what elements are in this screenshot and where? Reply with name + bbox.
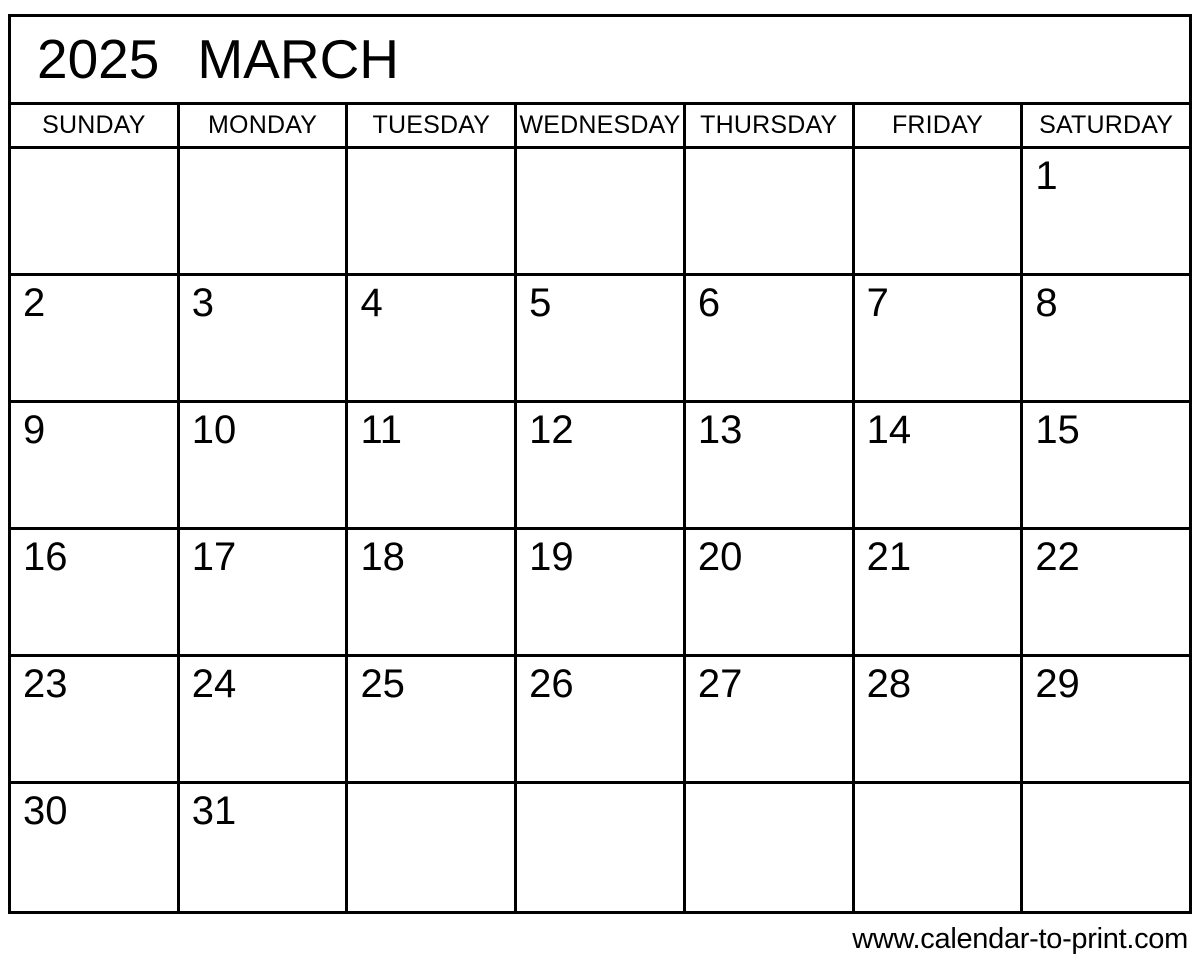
day-cell[interactable] — [517, 657, 686, 781]
day-cell[interactable] — [1023, 403, 1189, 527]
day-cell[interactable] — [855, 149, 1024, 273]
day-number: 3 — [191, 281, 214, 325]
day-cell[interactable] — [855, 657, 1024, 781]
day-cell[interactable] — [855, 784, 1024, 911]
day-cell[interactable] — [11, 403, 180, 527]
weekday-header-row — [11, 105, 1189, 149]
day-cell[interactable] — [1023, 149, 1189, 273]
day-cell[interactable] — [180, 657, 349, 781]
day-number: 13 — [697, 408, 743, 452]
day-cell[interactable] — [686, 657, 855, 781]
day-cell[interactable] — [11, 276, 180, 400]
day-number: 15 — [1035, 408, 1080, 452]
day-cell[interactable] — [686, 784, 855, 911]
day-number: 22 — [1035, 535, 1080, 579]
day-cell[interactable] — [11, 530, 180, 654]
day-cell[interactable] — [686, 530, 855, 654]
weekday-header-sunday: SUNDAY — [11, 105, 180, 146]
day-number: 14 — [866, 408, 912, 452]
week-row — [11, 276, 1189, 403]
weekday-header-thursday: THURSDAY — [686, 105, 855, 146]
day-number: 17 — [191, 535, 237, 579]
day-cell[interactable] — [686, 403, 855, 527]
day-cell[interactable] — [348, 149, 517, 273]
day-number: 29 — [1035, 662, 1080, 706]
day-cell[interactable] — [348, 276, 517, 400]
weekday-header-friday: FRIDAY — [855, 105, 1024, 146]
day-number: 21 — [866, 535, 912, 579]
week-row — [11, 530, 1189, 657]
weekday-header-wednesday: WEDNESDAY — [517, 105, 686, 146]
day-number: 9 — [23, 408, 46, 452]
calendar-table — [8, 14, 1192, 914]
day-cell[interactable] — [348, 530, 517, 654]
day-cell[interactable] — [517, 276, 686, 400]
day-cell[interactable] — [517, 149, 686, 273]
day-number: 28 — [866, 662, 912, 706]
source-watermark: www.calendar-to-print.com — [852, 923, 1188, 955]
day-number: 31 — [191, 789, 237, 833]
day-cell[interactable] — [855, 530, 1024, 654]
day-cell[interactable] — [1023, 276, 1189, 400]
day-cell[interactable] — [686, 149, 855, 273]
day-cell[interactable] — [1023, 784, 1189, 911]
day-cell[interactable] — [348, 784, 517, 911]
day-number: 23 — [23, 662, 68, 706]
day-cell[interactable] — [11, 149, 180, 273]
week-row — [11, 657, 1189, 784]
weekday-header-saturday: SATURDAY — [1039, 111, 1174, 139]
title-month: MARCH — [197, 28, 400, 90]
day-number: 10 — [191, 408, 237, 452]
weekday-header-tuesday: TUESDAY — [348, 105, 517, 146]
day-cell[interactable] — [180, 403, 349, 527]
day-cell[interactable] — [348, 403, 517, 527]
day-number: 27 — [697, 662, 743, 706]
day-number: 1 — [1035, 154, 1058, 198]
day-cell[interactable] — [517, 530, 686, 654]
day-cell[interactable] — [855, 403, 1024, 527]
day-number: 18 — [360, 535, 405, 579]
day-cell[interactable] — [11, 657, 180, 781]
day-number: 24 — [191, 662, 237, 706]
week-row — [11, 403, 1189, 530]
day-number: 11 — [360, 408, 402, 452]
week-row — [11, 149, 1189, 276]
day-cell[interactable] — [11, 784, 180, 911]
day-number: 19 — [529, 535, 574, 579]
day-number: 20 — [697, 535, 743, 579]
day-cell[interactable] — [517, 784, 686, 911]
day-number: 4 — [360, 281, 383, 325]
day-number: 8 — [1035, 281, 1058, 325]
calendar-title — [11, 17, 1189, 105]
day-cell[interactable] — [855, 276, 1024, 400]
day-cell[interactable] — [180, 149, 349, 273]
day-number: 16 — [23, 535, 68, 579]
day-cell[interactable] — [1023, 530, 1189, 654]
week-row — [11, 784, 1189, 911]
day-cell[interactable] — [180, 276, 349, 400]
day-number: 5 — [529, 281, 552, 325]
day-number: 2 — [23, 281, 46, 325]
day-number: 25 — [360, 662, 405, 706]
day-cell[interactable] — [348, 657, 517, 781]
day-number: 12 — [529, 408, 574, 452]
day-number: 7 — [866, 281, 889, 325]
day-cell[interactable] — [1023, 657, 1189, 781]
day-cell[interactable] — [180, 530, 349, 654]
day-cell[interactable] — [180, 784, 349, 911]
day-number: 6 — [697, 281, 721, 325]
day-number: 26 — [529, 662, 574, 706]
title-year: 2025 — [37, 28, 160, 90]
weekday-header-monday: MONDAY — [180, 105, 349, 146]
day-cell[interactable] — [686, 276, 855, 400]
day-number: 30 — [23, 789, 68, 833]
day-cell[interactable] — [517, 403, 686, 527]
